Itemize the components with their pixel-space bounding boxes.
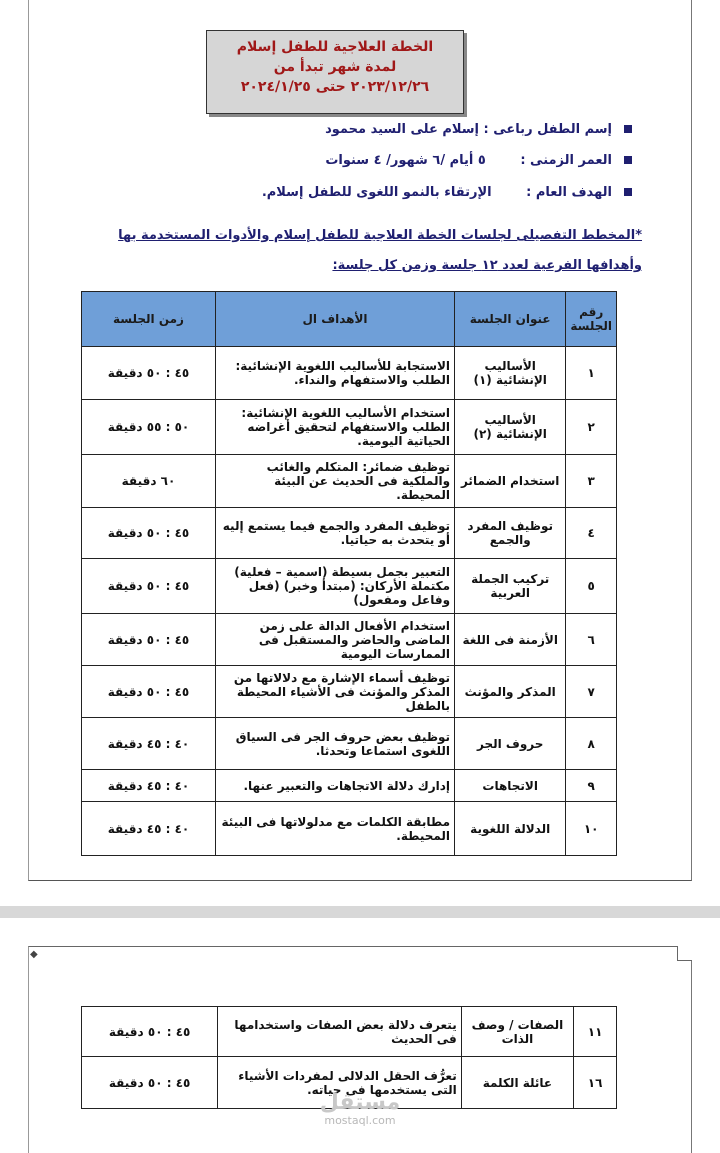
cell-title: الأساليب الإنشائية (١) (455, 347, 566, 400)
table-row (82, 1007, 617, 1057)
cell-title: استخدام الضمائر (455, 455, 566, 508)
cell-goals: توظيف أسماء الإشارة مع دلالاتها من المذكر والمؤنث فى الأشياء المحيطة بالطفل (215, 666, 454, 718)
title-line-2: لمدة شهر تبدأ من (273, 59, 397, 75)
info-age (325, 153, 612, 168)
cell-time: ٤٥ : ٥٠ دقيقة (82, 508, 216, 559)
page-gap (0, 906, 720, 918)
cell-time: ٤٥ : ٥٠ دقيقة (82, 1057, 218, 1109)
cell-num: ١ (566, 347, 617, 400)
cell-title: الصفات / وصف الذات (461, 1007, 573, 1057)
table-row (82, 559, 617, 614)
table-row (82, 400, 617, 455)
cell-title: عائلة الكلمة (461, 1057, 573, 1109)
cell-num: ٢ (566, 400, 617, 455)
cell-num: ٥ (566, 559, 617, 614)
table-header-row (82, 292, 617, 347)
info-label: الهدف العام : (526, 185, 612, 200)
title-line-1: الخطة العلاجية للطفل إسلام (236, 39, 434, 55)
cell-goals: توظيف ضمائر: المتكلم والغائب والملكية فى الحديث عن البيئة المحيطة. (215, 455, 454, 508)
cell-time: ٤٥ : ٥٠ دقيقة (82, 1007, 218, 1057)
header-time: زمن الجلسة (82, 292, 216, 347)
cell-time: ٤٠ : ٤٥ دقيقة (82, 770, 216, 802)
cell-num: ١٠ (566, 802, 617, 856)
info-goal (262, 185, 612, 200)
table-row (82, 614, 617, 666)
cell-time: ٤٠ : ٤٥ دقيقة (82, 802, 216, 856)
table-row (82, 802, 617, 856)
info-label: العمر الزمنى : (520, 153, 612, 168)
info-value: إسلام على السيد محمود (325, 122, 480, 137)
cell-time: ٦٠ دقيقة (82, 455, 216, 508)
cell-time: ٤٠ : ٤٥ دقيقة (82, 718, 216, 770)
cell-goals: استخدام الأفعال الدالة على زمن الماضى والحاضر والمستقبل فى الممارسات اليومية (215, 614, 454, 666)
cell-time: ٤٥ : ٥٠ دقيقة (82, 347, 216, 400)
info-label: إسم الطفل رباعى : (483, 122, 612, 137)
table-row (82, 508, 617, 559)
info-child-name (325, 122, 612, 137)
cell-time: ٤٥ : ٥٠ دقيقة (82, 559, 216, 614)
cell-title: الدلالة اللغوية (455, 802, 566, 856)
cell-title: الأزمنة فى اللغة (455, 614, 566, 666)
cell-goals: تعرُّف الحقل الدلالى لمفردات الأشياء التى يستخدمها فى حياته. (218, 1057, 462, 1109)
bullet-square-icon (624, 125, 632, 133)
plan-line-1: *المخطط التفصيلى لجلسات الخطة العلاجية للطفل إسلام والأدوات المستخدمة بها (118, 228, 642, 243)
watermark-url: mostaql.com (324, 1114, 396, 1127)
header-goals: الأهداف ال (215, 292, 454, 347)
cell-time: ٥٠ : ٥٥ دقيقة (82, 400, 216, 455)
cell-goals: يتعرف دلالة بعض الصفات واستخدامها فى الحديث (218, 1007, 462, 1057)
table-row (82, 347, 617, 400)
cell-goals: الاستجابة للأساليب اللغوية الإنشائية: الطلب والاستفهام والنداء. (215, 347, 454, 400)
plan-line-2: وأهدافها الفرعية لعدد ١٢ جلسة وزمن كل جلسة: (332, 258, 642, 273)
watermark-logo: مستقل (319, 1090, 401, 1115)
cell-goals: التعبير بجمل بسيطة (اسمية – فعلية) مكتملة الأركان: (مبتدأ وخبر) (فعل وفاعل ومفعول) (215, 559, 454, 614)
table-row (82, 770, 617, 802)
table-row (82, 666, 617, 718)
cell-goals: استخدام الأساليب اللغوية الإنشائية: الطلب والاستفهام لتحقيق أغراضه الحياتية اليومية. (215, 400, 454, 455)
cell-title: تركيب الجملة العربية (455, 559, 566, 614)
info-value: الإرتقاء بالنمو اللغوى للطفل إسلام. (261, 185, 492, 200)
bullet-square-icon (624, 156, 632, 164)
info-value: ٥ أيام /٦ شهور/ ٤ سنوات (325, 153, 486, 168)
plan-title-box (206, 30, 464, 114)
cell-title: توظيف المفرد والجمع (455, 508, 566, 559)
cell-num: ٣ (566, 455, 617, 508)
cell-goals: مطابقة الكلمات مع مدلولاتها فى البيئة المحيطة. (215, 802, 454, 856)
page-fold-icon (677, 946, 692, 961)
cell-time: ٤٥ : ٥٠ دقيقة (82, 614, 216, 666)
cell-goals: إدارك دلالة الاتجاهات والتعبير عنها. (215, 770, 454, 802)
title-line-3: ٢٠٢٣/١٢/٢٦ حتى ٢٠٢٤/١/٢٥ (240, 79, 430, 95)
cell-title: المذكر والمؤنث (455, 666, 566, 718)
cell-goals: توظيف بعض حروف الجر فى السياق اللغوى استماعا وتحدثا. (215, 718, 454, 770)
header-title: عنوان الجلسة (455, 292, 566, 347)
cell-title: الأساليب الإنشائية (٢) (455, 400, 566, 455)
table-row (82, 718, 617, 770)
sessions-table (81, 291, 617, 856)
cell-num: ١١ (574, 1007, 617, 1057)
table-row (82, 455, 617, 508)
cell-title: الاتجاهات (455, 770, 566, 802)
cell-num: ٤ (566, 508, 617, 559)
cell-num: ٦ (566, 614, 617, 666)
cell-num: ١٦ (574, 1057, 617, 1109)
cell-time: ٤٥ : ٥٠ دقيقة (82, 666, 216, 718)
cell-num: ٨ (566, 718, 617, 770)
header-num: رقم الجلسة (566, 292, 617, 347)
bullet-square-icon (624, 188, 632, 196)
cell-num: ٩ (566, 770, 617, 802)
cell-num: ٧ (566, 666, 617, 718)
page-corner-icon: ◆ (30, 949, 38, 960)
cell-goals: توظيف المفرد والجمع فيما يستمع إليه أو يتحدث به حياتيا. (215, 508, 454, 559)
cell-title: حروف الجر (455, 718, 566, 770)
